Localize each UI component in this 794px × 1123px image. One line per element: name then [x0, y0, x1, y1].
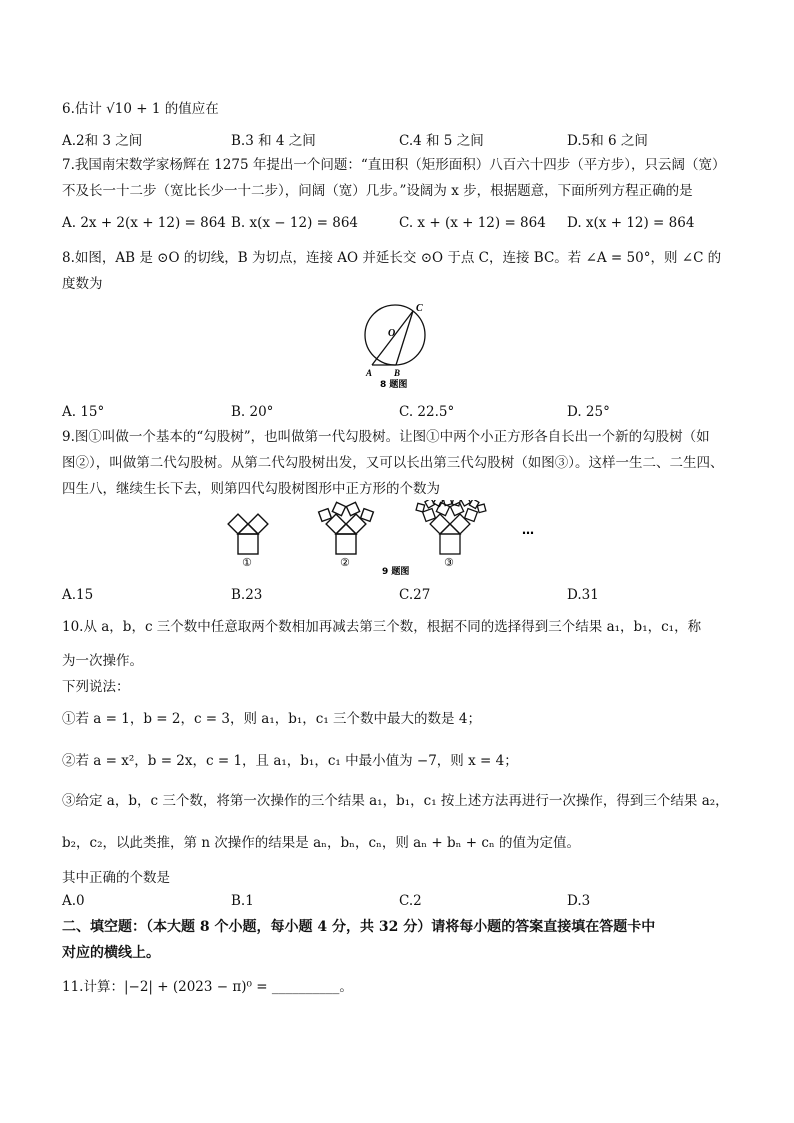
q10-statement-2: ②若 a = x²，b = 2x，c = 1，且 a₁，b₁，c₁ 中最小值为 −7，则 x = 4；: [62, 753, 518, 769]
q10-statement-3b: b₂，c₂，以此类推，第 n 次操作的结果是 aₙ，bₙ，cₙ，则 aₙ + bₙ + cₙ 的值为定值。: [62, 835, 581, 851]
section2-heading-line2: 对应的横线上。: [62, 945, 160, 961]
q10-option-b: B.1: [231, 893, 254, 909]
q7-line1: 7.我国南宋数学家杨辉在 1275 年提出一个问题：“直田积（矩形面积）八百六十四步（平方步），只云阔（宽）: [62, 157, 726, 173]
q8-option-a: A. 15°: [62, 404, 105, 420]
q10-line1: 10.从 a，b，c 三个数中任意取两个数相加再减去第三个数，根据不同的选择得到三个结果 a₁，b₁，c₁，称: [62, 619, 702, 635]
label-b: B: [394, 368, 401, 378]
pythagoras-tree-1: [228, 514, 268, 554]
label-o: O: [388, 328, 396, 339]
pythagoras-tree-3: [416, 500, 486, 554]
tree-label-3: ③: [444, 556, 454, 569]
q7-option-a: A. 2x + 2(x + 12) = 864: [62, 215, 226, 231]
label-c: C: [416, 303, 423, 314]
q10-option-a: A.0: [62, 893, 85, 909]
q10-option-c: C.2: [399, 893, 422, 909]
q8-line2: 度数为: [62, 276, 103, 292]
q8-figure: [360, 298, 440, 392]
q10-statement-1: ①若 a = 1，b = 2，c = 3，则 a₁，b₁，c₁ 三个数中最大的数是 4；: [62, 711, 481, 727]
q10-statement-3a: ③给定 a，b，c 三个数，将第一次操作的三个结果 a₁，b₁，c₁ 按上述方法再进行一次操作，得到三个结果 a₂，: [62, 793, 729, 809]
q8-figure-caption: 8 题图: [380, 380, 408, 390]
q8-option-b: B. 20°: [231, 404, 274, 420]
q9-option-a: A.15: [62, 587, 94, 603]
q11-stem: 11.计算：|−2| + (2023 − π)⁰ = __________。: [62, 979, 353, 995]
q7-option-d: D. x(x + 12) = 864: [567, 215, 695, 231]
q6-option-a: A.2和 3 之间: [62, 133, 143, 149]
q7-option-c: C. x + (x + 12) = 864: [399, 215, 546, 231]
q9-line1: 9.图①叫做一个基本的“勾股树”，也叫做第一代勾股树。让图①中两个小正方形各自长出一个新的勾股树（如: [62, 429, 710, 445]
q8-option-d: D. 25°: [567, 404, 610, 420]
q9-line2: 图②），叫做第二代勾股树。从第二代勾股树出发，又可以长出第三代勾股树（如图③）。这样一生二、二生四、: [62, 455, 724, 471]
q10-line3: 下列说法：: [62, 679, 130, 695]
q9-line3: 四生八，继续生长下去，则第四代勾股树图形中正方形的个数为: [62, 481, 440, 497]
q6-option-b: B.3 和 4 之间: [231, 133, 316, 149]
ellipsis: …: [522, 523, 534, 537]
segment-bc: [396, 311, 413, 365]
label-a: A: [366, 368, 373, 378]
pythagoras-tree-2: [319, 502, 374, 554]
q10-question: 其中正确的个数是: [62, 870, 170, 886]
section2-heading-line1: 二、填空题：（本大题 8 个小题，每小题 4 分，共 32 分）请将每小题的答案直接填在答题卡中: [62, 919, 656, 935]
q10-line2: 为一次操作。: [62, 653, 143, 669]
q9-figure: [222, 500, 552, 580]
q9-option-d: D.31: [567, 587, 599, 603]
q6-option-c: C.4 和 5 之间: [399, 133, 484, 149]
tree-label-1: ①: [242, 556, 252, 569]
q7-option-b: B. x(x − 12) = 864: [231, 215, 358, 231]
q10-option-d: D.3: [567, 893, 591, 909]
tree-label-2: ②: [340, 556, 350, 569]
q9-option-c: C.27: [399, 587, 431, 603]
q7-line2: 不及长一十二步（宽比长少一十二步），问阔（宽）几步。”设阔为 x 步，根据题意，下面所列方程正确的是: [62, 183, 693, 199]
q8-option-c: C. 22.5°: [399, 404, 455, 420]
q8-line1: 8.如图，AB 是 ⊙O 的切线，B 为切点，连接 AO 并延长交 ⊙O 于点 C，连接 BC。若 ∠A = 50°，则 ∠C 的: [62, 250, 722, 266]
q9-option-b: B.23: [231, 587, 263, 603]
q6-option-d: D.5和 6 之间: [567, 133, 648, 149]
q6-stem: 6.估计 √10 + 1 的值应在: [62, 101, 219, 117]
q9-figure-caption: 9 题图: [382, 567, 410, 577]
